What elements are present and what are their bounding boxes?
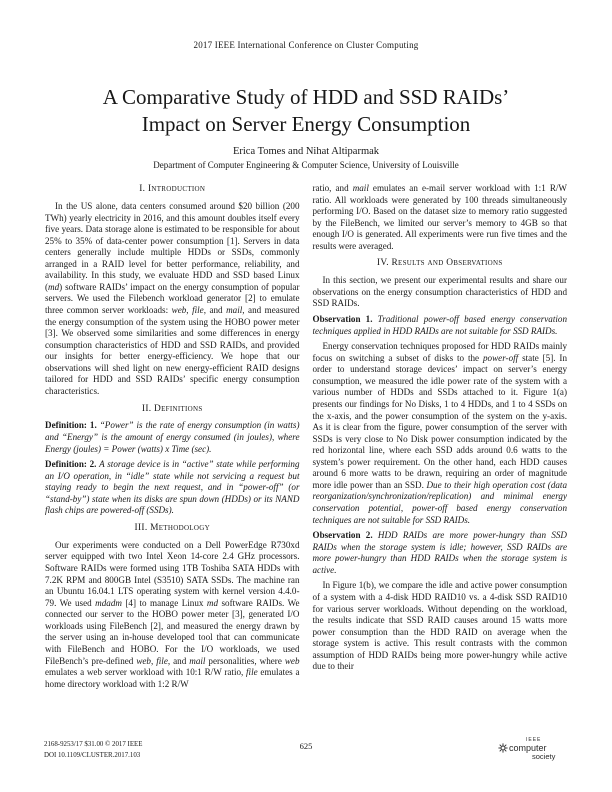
text-run: file: [192, 305, 204, 316]
text-run: ratio, and: [312, 183, 353, 193]
text-run: Energy conservation techniques proposed for HDD RAIDs mainly focus on switching a subset of disks to the: [312, 341, 567, 363]
section-heading: III. Methodology: [134, 522, 210, 533]
text-run: mail: [226, 305, 243, 316]
text-run: md: [206, 597, 219, 608]
text-run: Due to their high operation cost (data reorganization/synchronization/replication) and minimal energy conservation potential, power-off based energy conservation techniques are not suitable for SSD RAIDs.: [312, 479, 567, 525]
section-heading: II. Definitions: [141, 403, 203, 414]
paragraph: [313, 341, 568, 526]
text-run: software RAIDs. We connected our server to the HOBO power meter [3], generated I/O workloads using FileBench [2], and measured the energy drawn by the server using an in-house developed tool that can communicate with FileBench and HOBO. For the I/O workloads, we used FileBench’s pre-defined: [45, 597, 300, 666]
paragraph: [45, 540, 300, 690]
text-run: HDD RAIDs are more power-hungry than SSD RAIDs when the storage system is idle; however, SSD RAIDs are more power-hungry than HDD RAIDs when the storage system is active.: [312, 530, 567, 575]
text-run: ,: [150, 655, 157, 666]
paragraph: [313, 275, 568, 310]
text-run: mdadm: [95, 597, 122, 608]
text-run: emulates a web server workload with 10:1 R/W ratio,: [45, 667, 247, 678]
text-run: web: [284, 655, 300, 666]
text-run: emulates an e-mail server workload with 1:1 R/W ratio. All workloads were generated by 100 threads simultaneously performing I/O. Based on the dataset size to memory ratio suggested by the FileBench, we limited our server’s memory to 4GB so that enough I/O is generated. All experiments were run five times and the results were averaged.: [312, 183, 567, 251]
text-run: A storage device is in “active” state while performing an I/O operation, in “idle” state while not servicing a request but staying ready to begin the next request, and in “power-off” (or “stand-by”) state when its disks are spun down (HDDs) or its NAND flash chips are powered-off (SSDs).: [45, 459, 300, 516]
copyright-line: 2168-9253/17 $31.00 © 2017 IEEE: [44, 741, 143, 748]
section-heading: I. Introduction: [139, 184, 206, 194]
title-line-2: Impact on Server Energy Consumption: [141, 112, 471, 136]
paragraph: [45, 420, 300, 455]
text-run: file: [156, 655, 168, 666]
conference-header: 2017 IEEE International Conference on Cluster Computing: [193, 40, 419, 50]
authors-line: Erica Tomes and Nihat Altiparmak: [232, 146, 380, 157]
gear-icon: [498, 743, 508, 753]
title-line-1: A Comparative Study of HDD and SSD RAIDs’: [102, 85, 510, 109]
text-run: mail: [352, 183, 369, 193]
paragraph: [313, 314, 568, 337]
text-run: Traditional power-off based energy conservation techniques applied in HDD RAIDs are not suitable for SSD RAIDs.: [312, 314, 567, 336]
text-run: , and measured the energy consumption of the system using the HOBO power meter [3]. We observed some similarities and some differences in energy consumption characteristics of HDD and SSD RAIDs, and provided our insights for better energy-efficiency. We hope that our observations will shed light on new energy-efficient RAID designs tailored for HDD and SSD RAIDs’ specific energy consumption characteristics.: [45, 305, 300, 396]
paragraph: [45, 459, 300, 517]
text-run: power-off: [483, 352, 519, 363]
column-right: [313, 183, 568, 690]
doi-line: DOI 10.1109/CLUSTER.2017.103: [44, 751, 141, 759]
text-run: In Figure 1(b), we compare the idle and active power consumption of a system with a 4-disk HDD RAID10 vs. a 4-disk SSD RAID10 for various server workloads. Without depending on the workload, the results indicate that SSD RAID causes around 15 watts more power consumption than the HDD RAID on average when the storage system is active. This result contrasts with the common assumption of HDD RAIDs being more power-hungry while active due to their: [312, 580, 567, 672]
text-run: file: [246, 667, 258, 678]
section-heading: IV. Results and Observations: [376, 258, 503, 269]
ieee-computer-society-logo: [498, 737, 570, 761]
text-run: [4] to manage Linux: [121, 597, 207, 608]
text-run: md: [48, 281, 60, 292]
paragraph-label: Observation 2.: [312, 530, 378, 541]
text-run: ) software RAIDs’ impact on the energy consumption of popular servers. We used the Filebench workload generator [2] to emulate three common server workloads:: [45, 281, 300, 316]
paragraph-label: Observation 1.: [312, 314, 378, 325]
affiliation-line: Department of Computer Engineering & Computer Science, University of Louisville: [153, 160, 459, 170]
text-run: “Power” is the rate of energy consumption (in watts) and “Energy” is the amount of energy consumed (in joules), where Energy (joules) = Power (watts) x Time (sec).: [45, 420, 300, 454]
computer-label: computer: [509, 743, 547, 753]
text-run: In the US alone, data centers consumed around $20 billion (200 TWh) yearly electricity in 2016, and this amount doubles itself every five years. Data storage alone is estimated to be responsible for about 25% to 35% of data-center power consumption [1]. Servers in data centers generally include multiple HDDs or SSDs, commonly arranged in a RAID level for better performance, reliability, and availability. In this study, we evaluate HDD and SSD based Linux (: [45, 200, 300, 292]
society-label: society: [532, 752, 556, 761]
paragraph: [313, 580, 568, 673]
text-run: In this section, we present our experimental results and share our observations on the energy consumption characteristics of HDD and SSD RAIDs.: [312, 275, 567, 309]
column-left: [45, 183, 300, 690]
text-run: , and: [203, 305, 227, 316]
text-run: emulates a home directory workload with 1:2 R/W: [45, 667, 300, 689]
ieee-label: IEEE: [526, 737, 542, 743]
paragraph-label: Definition: 1.: [45, 420, 100, 431]
paragraph: [313, 530, 568, 576]
two-column-body: [45, 183, 567, 690]
text-run: ,: [186, 305, 193, 316]
footer-page-number: 625: [299, 741, 313, 751]
paragraph-label: Definition: 2.: [45, 459, 100, 470]
paragraph: [313, 183, 568, 252]
text-run: , and: [167, 655, 190, 666]
text-run: web: [171, 305, 187, 316]
text-run: personalities, where: [205, 655, 285, 666]
text-run: web: [136, 655, 151, 666]
text-run: state [5]. In order to understand storage devices’ impact on server’s energy consumption, we measured the idle power rate of the system with a various number of HDDs and SSDs attached to it. Figure 1(a) presents our findings for No Disks, 1 to 4 HDDs, and 1 to 4 SSDs on the x-axis, and the power consumption of the system on the y-axis. As it is clear from the figure, power consumption of the server with SSDs is very close to No Disk power consumption indicated by the red horizontal line, where each SSD adds around 0.6 watts to the system’s power requirement. On the other hand, each HDD causes around 6 more watts to be drawn, requiring an order of magnitude more idle power than an SSD.: [312, 352, 568, 490]
paper-title: [40, 84, 572, 138]
text-run: Our experiments were conducted on a Dell PowerEdge R730xd server equipped with two Intel Xeon 14-core 2.4 GHz processors. Software RAIDs were formed using 1TB Toshiba SATA HDDs with 7.2K RPM and 800GB Intel (S3510) SATA SSDs. The machine ran an Ubuntu 16.04.1 LTS operating system with kernel version 4.4.0-79. We used: [45, 539, 300, 608]
paragraph: [45, 201, 300, 398]
text-run: mail: [189, 655, 206, 666]
